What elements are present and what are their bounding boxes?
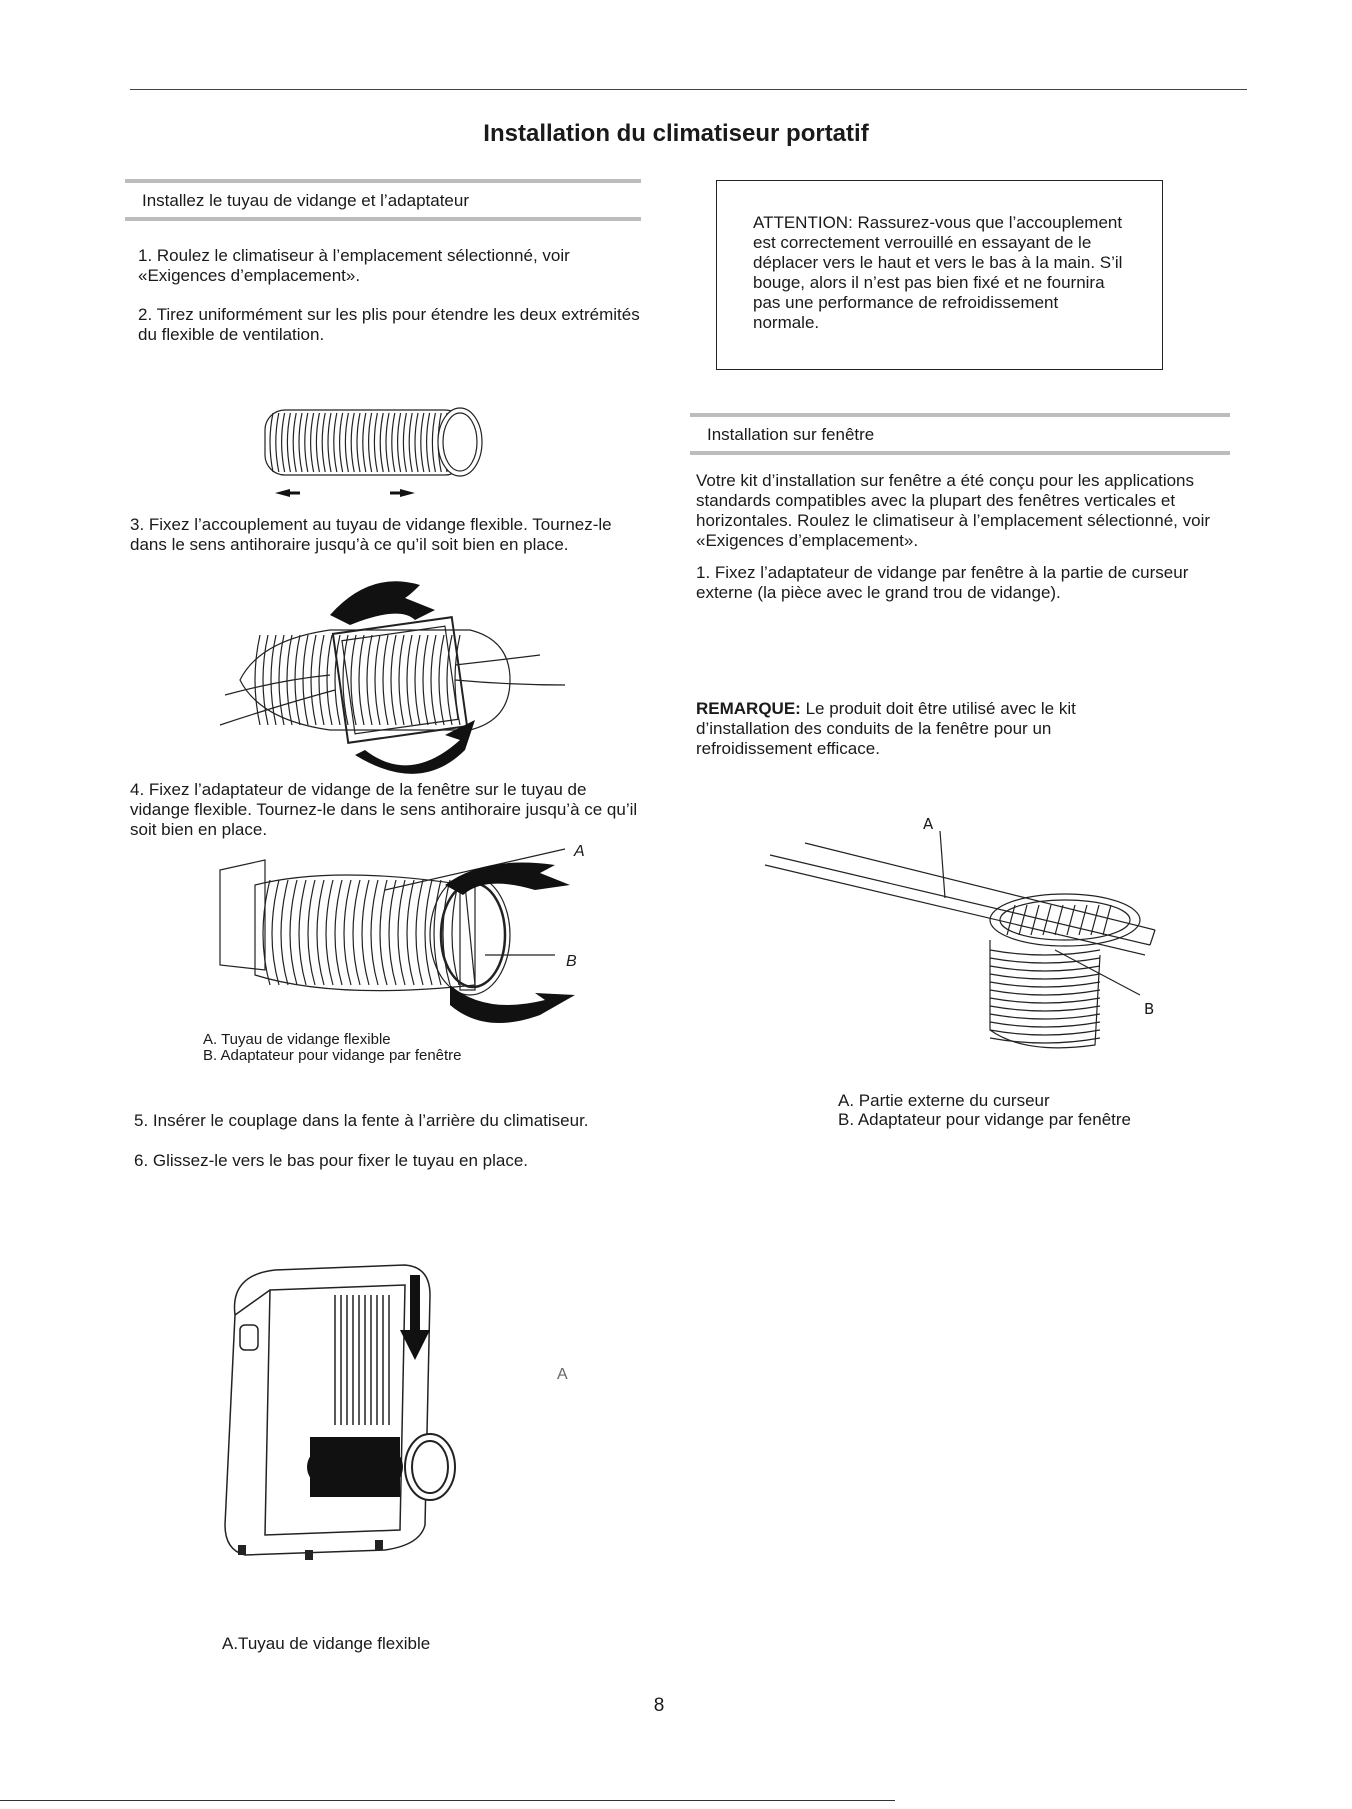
fig-right-label-a: A [923,815,934,833]
step-5: 5. Insérer le couplage dans la fente à l’arrière du climatiseur. [134,1111,589,1130]
coupling-rotation-figure [220,580,570,770]
fig4-caption-b: B. Adaptateur pour vidange par fenêtre [203,1047,462,1064]
fig5-caption: A.Tuyau de vidange flexible [222,1634,431,1653]
step-3: 3. Fixez l’accouplement au tuyau de vidange flexible. Tournez-le dans le sens antihoraire jusqu’à ce qu’il soit bien en place. [130,515,612,554]
ac-unit-figure [215,1255,515,1565]
note-text: Le produit doit être utilisé avec le kit d’installation des conduits de la fenêtre pour un refroidissement efficace. [696,699,1076,758]
right-section-header [690,413,1230,455]
window-step-1: 1. Fixez l’adaptateur de vidange par fenêtre à la partie de curseur externe (la pièce avec le grand trou de vidange). [696,563,1189,602]
attention-text: ATTENTION: Rassurez-vous que l’accouplement est correctement verrouillé en essayant de le déplacer vers le haut et vers le bas à la main. S’il bouge, alors il n’est pas bien fixé et ne fournira pas une performance de refroidissement normale. [753,213,1123,332]
fig-right-caption-a: A. Partie externe du curseur [838,1091,1050,1110]
fig-right-label-b: B [1144,1000,1155,1018]
fig5-label-a: A [557,1366,568,1383]
slider-adapter-figure [765,830,1170,1060]
top-rule [130,89,1247,90]
hose-figure [255,405,495,505]
fig4-label-b: B [566,953,577,970]
step-2: 2. Tirez uniformément sur les plis pour étendre les deux extrémités du flexible de ventilation. [138,305,640,344]
step-1: 1. Roulez le climatiseur à l’emplacement sélectionné, voir «Exigences d’emplacement». [138,246,570,285]
step-4: 4. Fixez l’adaptateur de vidange de la fenêtre sur le tuyau de vidange flexible. Tournez-le dans le sens antihoraire jusqu’à ce qu’il soit bien en place. [130,780,638,839]
fig4-label-a: A [574,843,585,860]
right-section-title: Installation sur fenêtre [707,425,875,444]
adapter-hose-figure [215,845,585,1035]
note [696,699,1166,759]
attention-box [716,180,1163,370]
page-number: 8 [653,1695,665,1716]
bottom-rule [0,1800,895,1801]
fig-right-caption-b: B. Adaptateur pour vidange par fenêtre [838,1110,1131,1129]
left-section-title: Installez le tuyau de vidange et l’adaptateur [142,191,470,210]
step-6: 6. Glissez-le vers le bas pour fixer le tuyau en place. [134,1151,529,1170]
fig4-caption-a: A. Tuyau de vidange flexible [203,1031,391,1048]
page-title: Installation du climatiseur portatif [483,120,869,147]
window-intro: Votre kit d’installation sur fenêtre a été conçu pour les applications standards compatibles avec la plupart des fenêtres verticales et horizontales. Roulez le climatiseur à l’emplacement sélectionné, voir «Exigences d’emplacement». [696,471,1211,550]
left-section-header [125,179,641,221]
note-label: REMARQUE: [696,699,801,718]
